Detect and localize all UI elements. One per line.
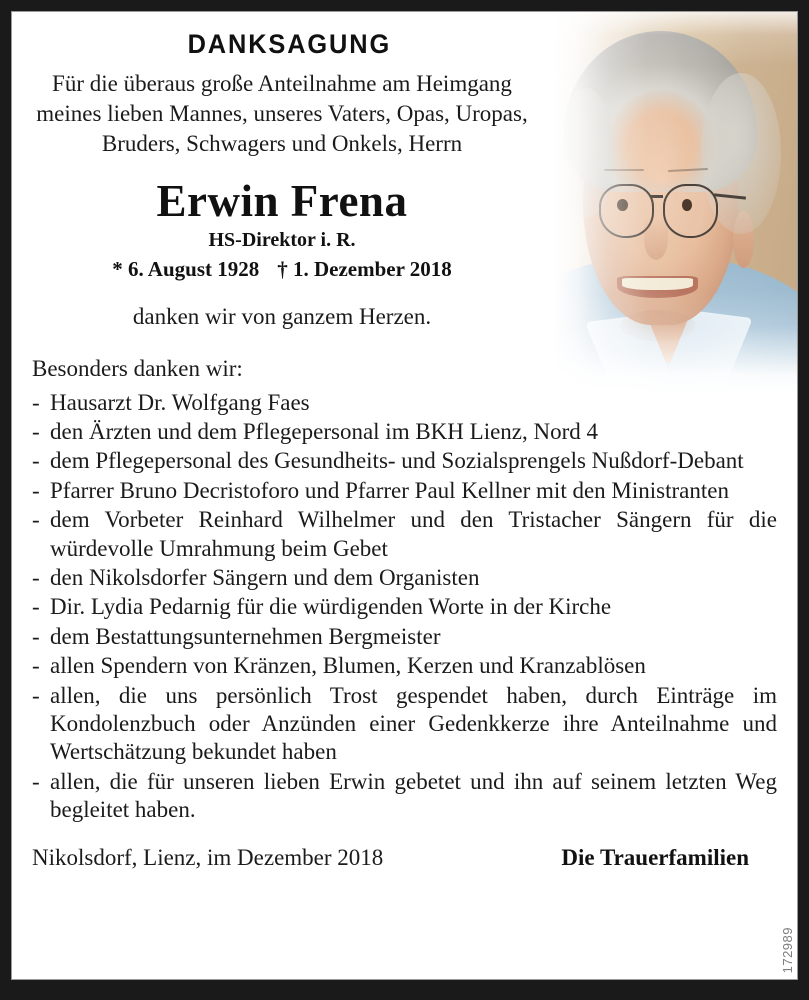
thanks-list xyxy=(32,389,777,825)
list-item: - dem Vorbeter Reinhard Wilhelmer und den Tristacher Sängern für die würdevolle Umrahmung beim Gebet xyxy=(32,506,777,563)
list-item: - allen, die für unseren lieben Erwin gebetet und ihn auf seinem letzten Weg begleitet haben. xyxy=(32,768,777,825)
list-item: - allen, die uns persönlich Trost gespendet haben, durch Einträge im Kondolenzbuch oder Anzünden einer Gedenkkerze ihre Anteilnahme und Wertschätzung bekundet haben xyxy=(32,682,777,767)
list-item: - dem Bestattungsunternehmen Bergmeister xyxy=(32,623,777,651)
death-date: † 1. Dezember 2018 xyxy=(277,256,452,281)
birth-date: * 6. August 1928 xyxy=(112,256,260,281)
list-item: - den Ärzten und dem Pflegepersonal im BKH Lienz, Nord 4 xyxy=(32,418,777,446)
signature-line: Die Trauerfamilien xyxy=(561,844,749,870)
notice-content xyxy=(12,29,797,871)
list-item: - Dir. Lydia Pedarnig für die würdigenden Worte in der Kirche xyxy=(32,593,777,621)
list-item: - dem Pflegepersonal des Gesundheits- und Sozialsprengels Nußdorf-Debant xyxy=(32,447,777,475)
notice-footer xyxy=(32,845,777,871)
list-item: - den Nikolsdorfer Sängern und dem Organisten xyxy=(32,564,777,592)
reference-number: 172989 xyxy=(780,926,795,973)
thanks-list-heading: Besonders danken wir: xyxy=(32,355,243,381)
deceased-title: HS-Direktor i. R. xyxy=(208,228,356,251)
intro-paragraph: Für die überaus große Anteilnahme am Heimgang meines lieben Mannes, unseres Vaters, Opas, Uropas, Bruders, Schwagers und Onkels, Herrn xyxy=(36,71,528,156)
place-and-date: Nikolsdorf, Lienz, im Dezember 2018 xyxy=(32,844,384,870)
deceased-name: Erwin Frena xyxy=(156,175,408,226)
notice-inner-panel xyxy=(11,11,798,980)
thanks-sentence: danken wir von ganzem Herzen. xyxy=(132,303,432,329)
page-title: DANKSAGUNG xyxy=(187,29,392,59)
list-item: - allen Spendern von Kränzen, Blumen, Kerzen und Kranzablösen xyxy=(32,652,777,680)
list-item: - Hausarzt Dr. Wolfgang Faes xyxy=(32,389,777,417)
list-item: - Pfarrer Bruno Decristoforo und Pfarrer Paul Kellner mit den Ministranten xyxy=(32,477,777,505)
life-dates xyxy=(32,257,777,282)
